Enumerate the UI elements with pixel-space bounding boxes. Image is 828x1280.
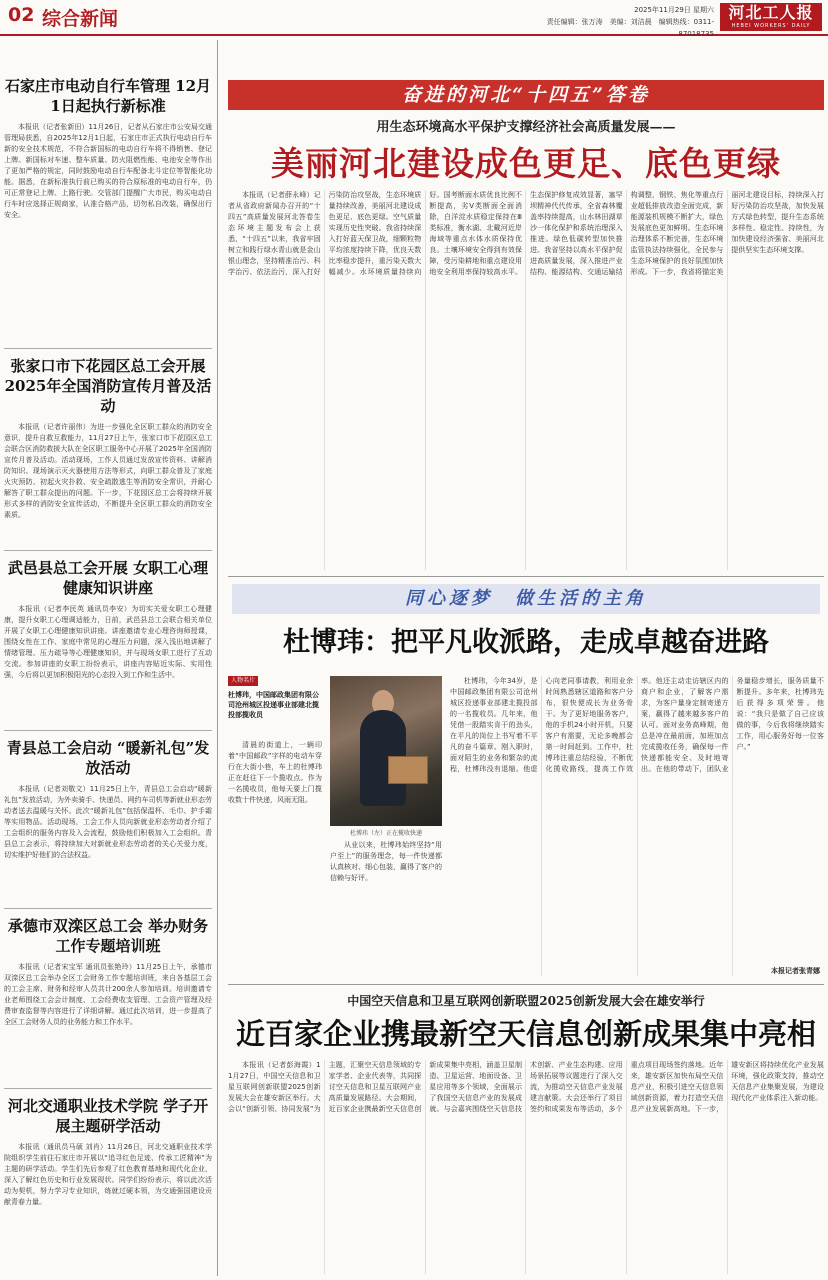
bottom-story-body-columns <box>228 1060 824 1274</box>
top-story-headline: 美丽河北建设成色更足、底色更绿 <box>271 144 781 183</box>
brief-body: 本报讯（记者李民英 通讯员李安）为切实关爱女职工心理健康，提升女职工心理调适能力，日前，武邑县总工会联合相关单位开展了女职工心理健康知识讲座。讲座邀请专业心理咨询师授课，围绕女性在工作、家庭中常见的心理压力问题，深入浅出地讲解了情绪管理、压力疏导等心理健康知识，并与现场女职工进行了互动交流。参加讲座的女职工纷纷表示，讲座内容贴近实际、实用性强，今后将以更加积极阳光的心态投入到工作和生活中。 <box>4 605 212 679</box>
brief-article <box>4 76 212 344</box>
column-divider <box>4 730 212 731</box>
column-divider <box>4 550 212 551</box>
feature-body-b: 从业以来，杜博玮始终坚持“用户至上”的服务理念，每一件快递都认真核对、细心包装，赢得了客户的信赖与好评。 <box>330 841 442 882</box>
column-divider <box>4 1088 212 1089</box>
logo-text: 河北工人报 <box>728 3 814 22</box>
brief-body: 本报讯（记者刘敬文）11月25日上午，青县总工会启动“暖新礼包”发放活动，为外卖骑手、快递员、网约车司机等新就业形态劳动者送去温暖与关怀。此次“暖新礼包”包括保温杯、毛巾、护手霜等实用物品。活动现场，工会工作人员向新就业形态劳动者介绍了工会组织的服务内容及入会流程，鼓励他们积极加入工会组织。青县总工会表示，将持续加大对新就业形态劳动者的关心关爱力度，切实维护好他们的合法权益。 <box>4 785 212 859</box>
header-meta <box>524 4 714 40</box>
parcel-box <box>388 756 428 784</box>
bottom-story-body: 本报讯（记者彭海霞）11月27日，中国空天信息和卫星互联网创新联盟2025创新发展大会在雄安新区举行。大会以“创新引领、协同发展”为主题，汇聚空天信息领域的专家学者、企业代表等，共同探讨空天信息和卫星互联网产业高质量发展路径。大会期间，近百家企业携最新空天信息创新成果集中亮相，涵盖卫星制造、卫星运营、地面设备、卫星应用等多个领域，全面展示了我国空天信息产业的发展成就。与会嘉宾围绕空天信息技术创新、产业生态构建、应用场景拓展等议题进行了深入交流，为推动空天信息产业发展建言献策。大会还举行了项目签约和成果发布等活动，多个重点项目现场签约落地。近年来，雄安新区加快布局空天信息产业，积极引进空天信息领域创新资源，着力打造空天信息产业发展新高地。下一步，雄安新区将持续优化产业发展环境，强化政策支持，推动空天信息产业集聚发展，为建设现代化产业体系注入新动能。 <box>228 1061 824 1113</box>
top-story-body: 本报讯（记者薛永峰）记者从省政府新闻办召开的“十四五”高质量发展河北答卷生态环境主题发布会上获悉，“十四五”以来，我省牢固树立和践行绿水青山就是金山银山理念，坚持精准治污、科学治污、依法治污，深入打好污染防治攻坚战，生态环境质量持续改善，美丽河北建设成色更足、底色更绿。空气质量实现历史性突破。我省持续深入打好蓝天保卫战，细颗粒物平均浓度持续下降，优良天数比率稳步提升，重污染天数大幅减少。水环境质量持续向好。国考断面水质优良比例不断提高，劣Ⅴ类断面全面消除，白洋淀水质稳定保持在Ⅲ类标准，衡水湖、北戴河近岸海域等重点水体水质保持优良。土壤环境安全得到有效保障，受污染耕地和重点建设用地安全利用率保持较高水平。生态保护修复成效显著，塞罕坝精神代代传承，全省森林覆盖率持续提高，山水林田湖草沙一体化保护和系统治理深入推进。绿色低碳转型加快推进。我省坚持以高水平保护促进高质量发展，深入推进产业结构、能源结构、交通运输结构调整，钢铁、焦化等重点行业超低排放改造全面完成，新能源装机规模不断扩大，绿色发展底色更加鲜明。生态环境治理体系不断完善，生态环境监管执法持续强化，全民参与生态环境保护的良好氛围加快形成。下一步，我省将锚定美丽河北建设目标，持续深入打好污染防治攻坚战，加快发展方式绿色转型，提升生态系统多样性、稳定性、持续性，为加快建设经济强省、美丽河北提供坚实生态环境支撑。 <box>228 191 824 276</box>
editor-line: 责任编辑：张万涛 美编：刘洁晨 编辑热线：0311-87018735 <box>546 18 714 38</box>
brief-headline: 青县总工会启动 “暖新礼包”发放活动 <box>6 739 210 777</box>
bottom-story-headline: 近百家企业携最新空天信息创新成果集中亮相 <box>235 1017 816 1051</box>
brief-headline: 石家庄市电动自行车管理 12月1日起执行新标准 <box>4 77 212 115</box>
feature-column <box>228 740 322 980</box>
section-title: 综合新闻 <box>42 8 119 30</box>
brief-body: 本报讯（通讯员马硕 刘肖）11月26日，河北交通职业技术学院组织学生前往石家庄市开展以“追寻红色足迹、传承工匠精神”为主题的研学活动。学生们先后参观了红色教育基地和现代化企业，深入了解红色历史和行业发展现状。同学们纷纷表示，将以此次活动为契机，努力学习专业知识，练就过硬本领，为交通强国建设贡献青春力量。 <box>4 1143 212 1206</box>
brief-body: 本报讯（记者宋宝军 通讯员张艳玲）11月25日上午，承德市双滦区总工会举办全区工会财务工作专题培训班，来自各基层工会的工会主席、财务和经审人员共计200余人参加培训。培训邀请专业老师围绕工会会计制度、工会经费收支管理、工会资产管理及经费审查监督等内容进行了详细讲解。通过此次培训，进一步提高了全区工会财务人员的业务能力和工作水平。 <box>4 963 212 1026</box>
feature-byline: 本报记者张青娜 <box>767 966 820 976</box>
brief-body: 本报讯（记者张新田）11月26日，记者从石家庄市公安局交通管理局获悉，自2025年12月1日起，石家庄市正式执行电动自行车新的安全技术规范，不符合新国标的电动自行车将不得销售、登记上牌。新国标对车速、整车质量、防火阻燃性能、电池安全等作出了更加严格的规定，同时鼓励电动自行车配备北斗定位等智能化功能。据悉，在新标准执行前已购买的符合原标准的电动自行车，仍可正常登记上牌、上路行驶。交管部门提醒广大市民，购买电动自行车时应选择正规商家，认准合格产品，切勿私自改装，确保出行安全。 <box>4 123 212 219</box>
courier-photo <box>330 676 442 826</box>
left-news-column <box>0 40 218 1276</box>
brief-article <box>4 356 212 546</box>
series-banner <box>228 80 824 110</box>
feature-body-a: 清晨的街道上，一辆印着“中国邮政”字样的电动车穿行在大街小巷，车上的杜博玮正在赶往下一个揽收点。作为一名揽收员，他每天要上门揽收数十件快递，风雨无阻。 <box>228 741 322 804</box>
brief-headline: 河北交通职业技术学院 学子开展主题研学活动 <box>7 1097 209 1135</box>
section-rule <box>228 984 824 985</box>
top-story-kicker: 用生态环境高水平保护支撑经济社会高质量发展—— <box>376 120 676 135</box>
brief-headline: 张家口市下花园区总工会开展 2025年全国消防宣传月普及活动 <box>4 357 212 415</box>
brief-article <box>4 916 212 1084</box>
brief-headline: 承德市双滦区总工会 举办财务工作专题培训班 <box>7 917 209 955</box>
brief-article <box>4 558 212 726</box>
brief-body: 本报讯（记者许丽伟）为进一步强化全区职工群众的消防安全意识，提升自救互救能力，11月27日上午，张家口市下花园区总工会联合区消防救援大队在全区职工服务中心开展了2025年全国消防宣传月普及活动。活动现场，工作人员通过发放宣传资料、讲解消防知识、现场演示灭火器使用方法等形式，向职工群众普及了家庭火灾预防、初起火灾扑救、安全疏散逃生等消防安全常识，并耐心解答了职工群众提出的问题。下一步，下花园区总工会将持续开展形式多样的消防安全宣传活动，不断提升全区职工群众的消防安全素质。 <box>4 423 212 519</box>
profile-tag: 人物名片 <box>228 676 258 686</box>
feature-column <box>330 840 442 980</box>
brief-headline: 武邑县总工会开展 女职工心理健康知识讲座 <box>7 559 209 597</box>
feature-headline: 杜博玮：把平凡收派路，走成卓越奋进路 <box>283 627 769 658</box>
section-rule <box>228 576 824 577</box>
series-banner-text: 奋进的河北“十四五”答卷 <box>402 84 650 106</box>
newspaper-logo <box>720 3 822 31</box>
feature-banner <box>232 584 820 614</box>
brief-article <box>4 1096 212 1274</box>
feature-banner-text: 同心逐梦 做生活的主角 <box>405 588 647 609</box>
brief-article <box>4 738 212 904</box>
logo-english: HEBEI WORKERS' DAILY <box>731 23 811 29</box>
photo-caption: 杜博玮（左）正在揽收快递 <box>349 830 422 837</box>
feature-body-columns <box>450 676 824 976</box>
top-story-body-columns <box>228 190 824 570</box>
issue-date: 2025年11月29日 星期六 <box>634 6 714 14</box>
feature-body: 杜博玮，今年34岁，是中国邮政集团有限公司沧州城区投递事业部建北揽投部的一名揽收员。几年来，他凭借一股踏实肯干的劲头，在平凡的岗位上书写着不平凡的奋斗篇章。刚入职时，面对陌生的业务和繁杂的流程，杜博玮没有退缩。他虚心向老同事请教，利用业余时间熟悉辖区道路和客户分布，很快便成长为业务骨干。为了更好地服务客户，他的手机24小时开机，只要客户有需要，无论多晚都会第一时间赶到。工作中，杜博玮注重总结经验，不断优化揽收路线，提高工作效率。他还主动走访辖区内的商户和企业，了解客户需求，为客户量身定制寄递方案，赢得了越来越多客户的认可。面对业务高峰期，他总是冲在最前面，加班加点完成揽收任务，确保每一件快递都能安全、及时地寄出。在他的带动下，团队业务量稳步增长，服务质量不断提升。多年来，杜博玮先后获得多项荣誉。他说：“我只是做了自己应该做的事，今后我将继续踏实工作，用心服务好每一位客户。” <box>450 677 824 773</box>
column-divider <box>4 908 212 909</box>
bottom-story-kicker: 中国空天信息和卫星互联网创新联盟2025创新发展大会在雄安举行 <box>347 994 705 1008</box>
page-number: 02 <box>8 4 35 26</box>
profile-text: 杜博玮，中国邮政集团有限公司沧州城区投递事业部建北揽投部揽收员 <box>228 691 319 719</box>
column-divider <box>4 348 212 349</box>
masthead <box>0 0 828 36</box>
